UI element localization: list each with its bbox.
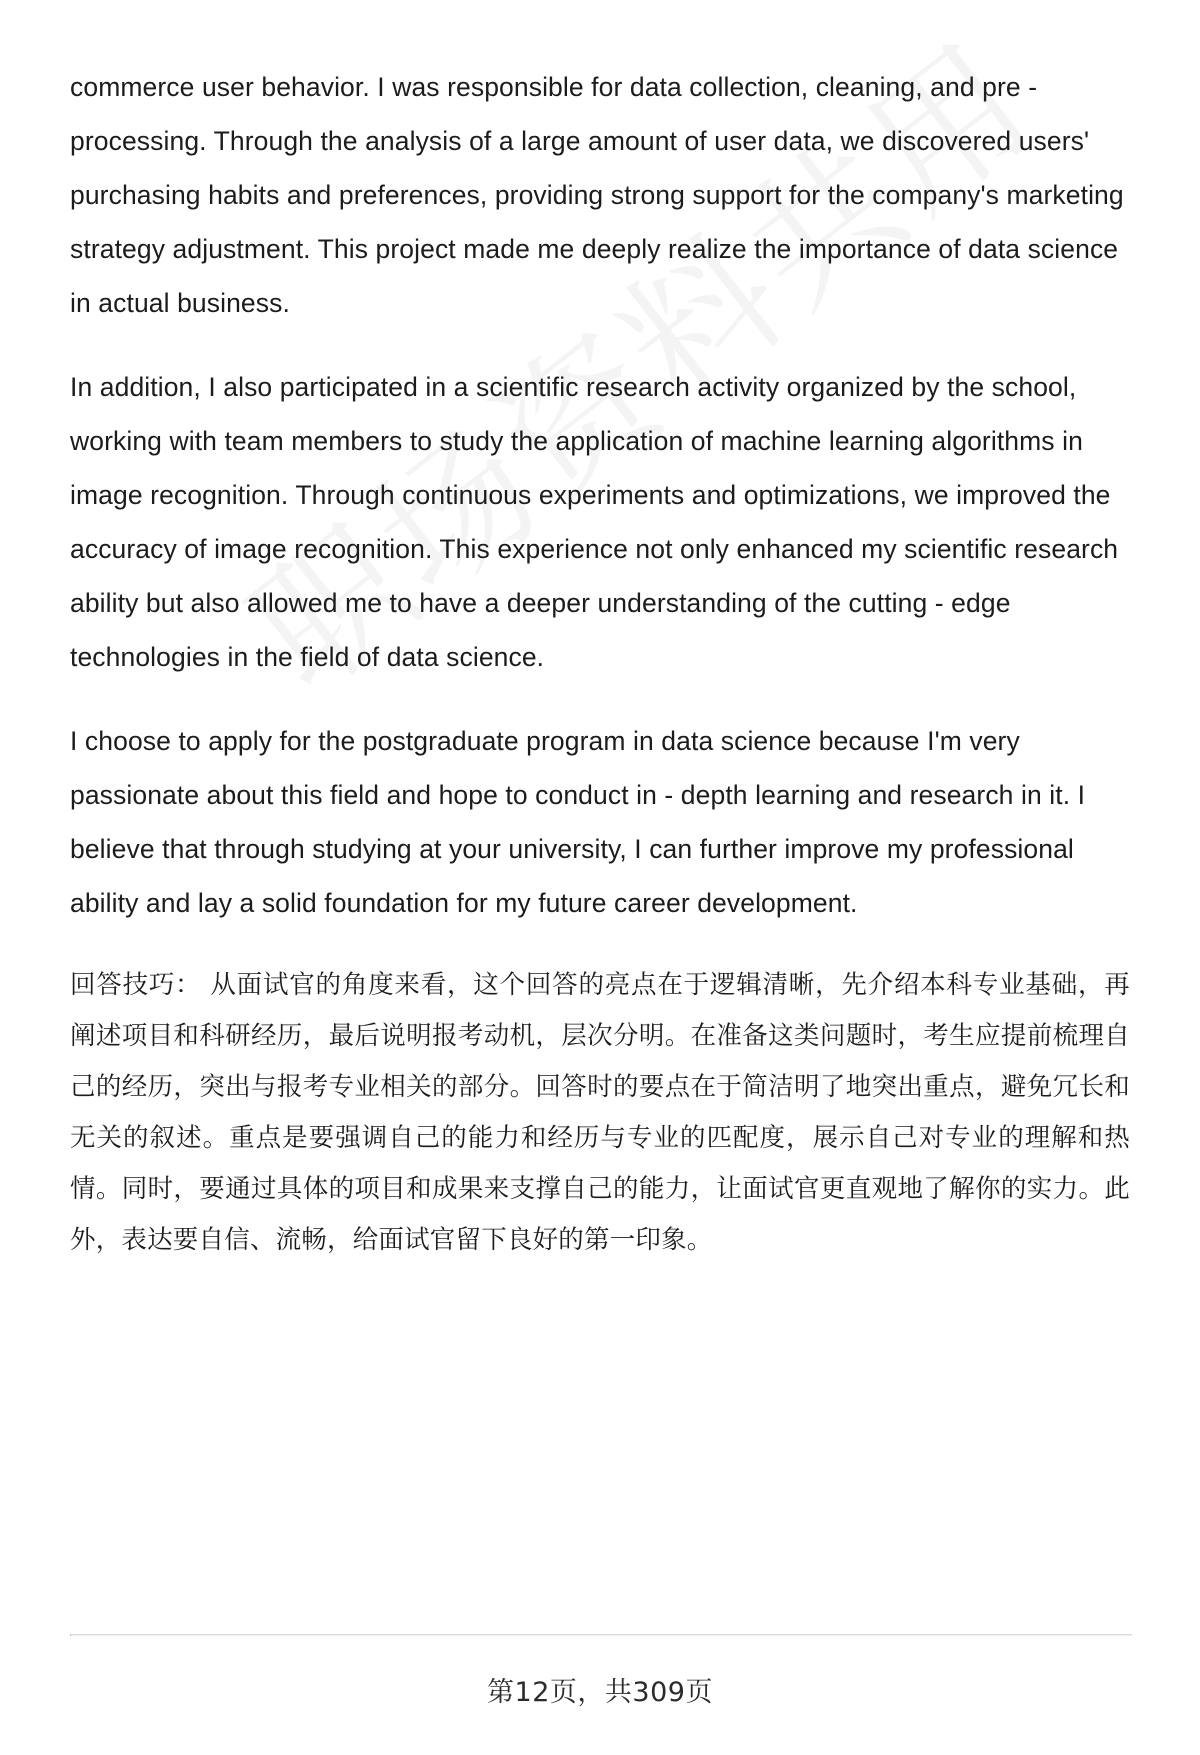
page-footer <box>70 1634 1130 1755</box>
paragraph-4-answer-tips: 回答技巧： 从面试官的角度来看，这个回答的亮点在于逻辑清晰，先介绍本科专业基础，再阐述项目和科研经历，最后说明报考动机，层次分明。在准备这类问题时，考生应提前梳理自己的经历，突出与报考专业相关的部分。回答时的要点在于简洁明了地突出重点，避免冗长和无关的叙述。重点是要强调自己的能力和经历与专业的匹配度，展示自己对专业的理解和热情。同时，要通过具体的项目和成果来支撑自己的能力，让面试官更直观地了解你的实力。此外，表达要自信、流畅，给面试官留下良好的第一印象。 <box>70 970 1130 1255</box>
page-number-label: 第12页，共309页 <box>487 1677 713 1708</box>
paragraph-1: commerce user behavior. I was responsible for data collection, cleaning, and pre - processing. Through the analysis of a large amount of user data, we discovered users' purchasing habits and preferences, providing strong support for the company's marketing strategy adjustment. This project made me deeply realize the importance of data science in actual business. <box>70 72 1124 318</box>
paragraph-2: In addition, I also participated in a scientific research activity organized by the school, working with team members to study the application of machine learning algorithms in image recognition. Through continuous experiments and optimizations, we improved the accuracy of image recognition. This experience not only enhanced my scientific research ability but also allowed me to have a deeper understanding of the cutting - edge technologies in the field of data science. <box>70 372 1119 672</box>
paragraph-3: I choose to apply for the postgraduate program in data science because I'm very passionate about this field and hope to conduct in - depth learning and research in it. I believe that through studying at your university, I can further improve my professional ability and lay a solid foundation for my future career development. <box>70 726 1086 918</box>
document-body <box>70 60 1130 1266</box>
